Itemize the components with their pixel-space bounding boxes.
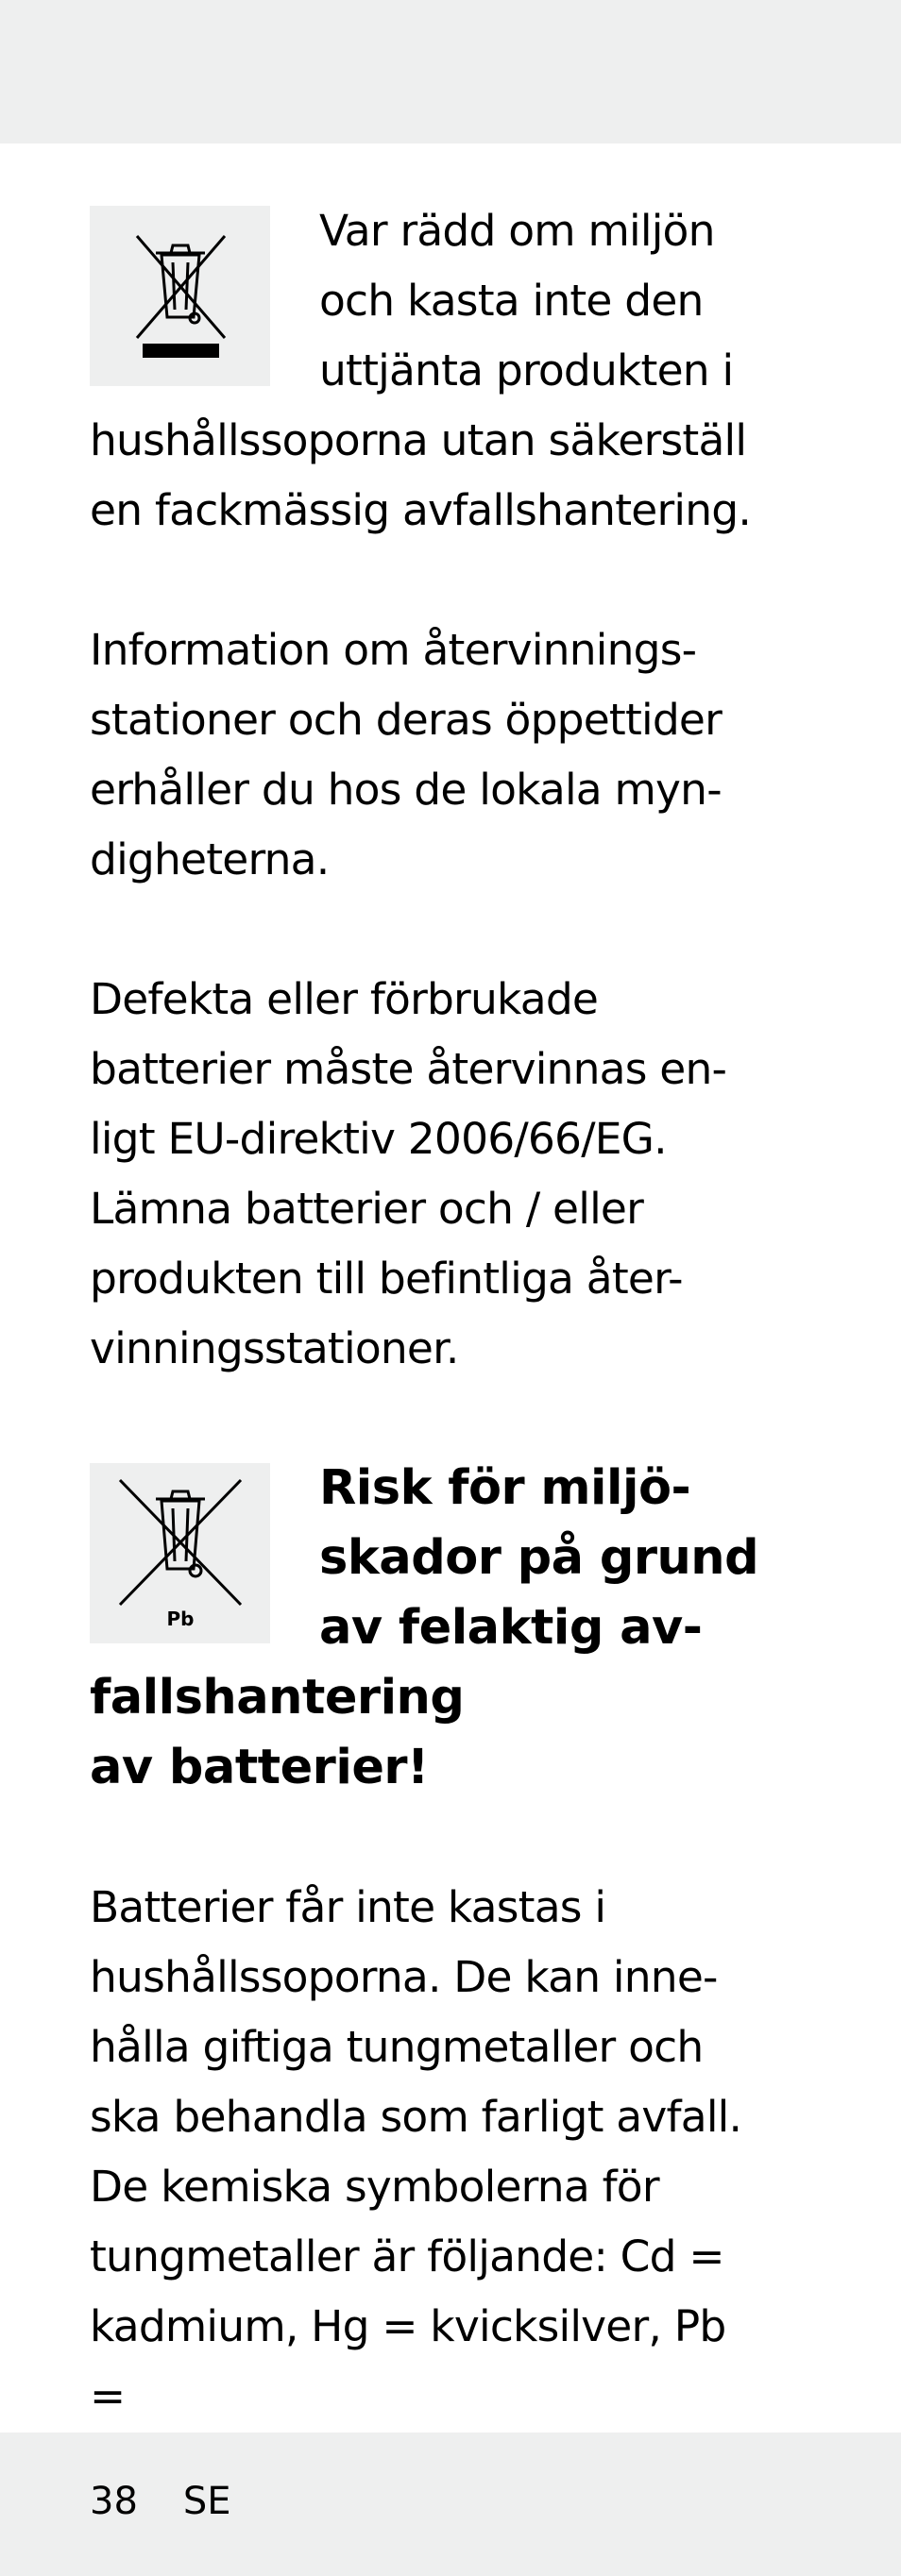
batteries-line-1: Defekta eller förbrukade (90, 974, 599, 1024)
metals-line-5: De kemiska symbolerna för (90, 2162, 659, 2212)
crossed-out-battery-bin-icon (90, 1463, 270, 1643)
spacer (90, 546, 770, 615)
weee-line-5: en fackmässig avfallshantering. (90, 485, 751, 535)
spacer (90, 1803, 770, 1873)
weee-line-3: uttjänta produkten i (319, 345, 734, 396)
recycling-line-1: Information om återvinnings- (90, 625, 697, 675)
warning-title-line-2: skador på grund (319, 1530, 759, 1586)
heavy-metals-section (90, 1873, 770, 2432)
batteries-line-2: batterier måste återvinnas en- (90, 1044, 727, 1094)
metals-line-3: hålla giftiga tungmetaller och (90, 2022, 704, 2072)
page-number: 38 (90, 2480, 138, 2523)
metals-line-7: kadmium, Hg = kvicksilver, Pb = (90, 2301, 726, 2421)
spacer (90, 1384, 770, 1454)
weee-section (90, 196, 770, 546)
page-footer (90, 2473, 277, 2530)
metals-line-2: hushållssoporna. De kan inne- (90, 1952, 718, 2002)
page-content (90, 196, 770, 2432)
language-code: SE (182, 2480, 231, 2523)
spacer (90, 895, 770, 965)
header-band (0, 0, 901, 143)
weee-line-2: och kasta inte den (319, 276, 704, 326)
batteries-section (90, 965, 770, 1384)
metals-line-1: Batterier får inte kastas i (90, 1882, 606, 1932)
warning-title-line-1: Risk för miljö- (319, 1460, 691, 1516)
recycling-line-4: digheterna. (90, 834, 330, 884)
batteries-line-6: vinningsstationer. (90, 1323, 459, 1373)
pb-symbol-label: Pb (166, 1608, 195, 1630)
batteries-line-4: Lämna batterier och / eller (90, 1184, 644, 1234)
weee-line-4: hushållssoporna utan säkerställ (90, 415, 747, 465)
crossed-out-wheelie-bin-icon (90, 206, 270, 386)
warning-title-line-4: fallshantering (90, 1670, 465, 1726)
warning-title-line-5: av batterier! (90, 1740, 429, 1795)
battery-warning (90, 1454, 770, 1803)
recycling-info-section (90, 615, 770, 895)
batteries-line-3: ligt EU-direktiv 2006/66/EG. (90, 1114, 667, 1164)
weee-line-1: Var rädd om miljön (319, 206, 715, 256)
metals-line-4: ska behandla som farligt avfall. (90, 2092, 742, 2142)
batteries-line-5: produkten till befintliga åter- (90, 1254, 683, 1304)
recycling-line-2: stationer och deras öppettider (90, 695, 722, 745)
warning-title-line-3: av felaktig av- (319, 1600, 703, 1656)
metals-line-6: tungmetaller är följande: Cd = (90, 2231, 724, 2281)
recycling-line-3: erhåller du hos de lokala myn- (90, 765, 722, 815)
